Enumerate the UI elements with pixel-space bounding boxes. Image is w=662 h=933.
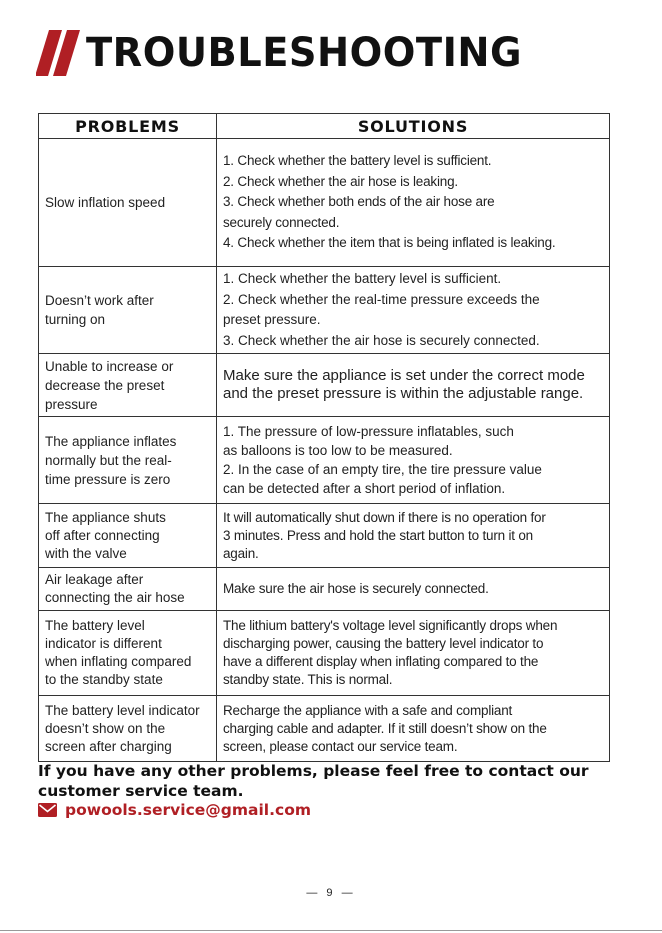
problem-cell: [39, 504, 217, 568]
table-row: [39, 417, 610, 504]
solution-text: Make sure the appliance is set under the correct mode: [223, 367, 585, 384]
contact-note: If you have any other problems, please feel free to contact our customer service team.: [38, 762, 589, 800]
problem-text: pressure: [45, 396, 98, 412]
bottom-divider: [0, 930, 662, 931]
solution-text: It will automatically shut down if there is no operation for: [223, 509, 546, 525]
problem-text: Doesn’t work after: [45, 293, 154, 308]
problem-cell: [39, 417, 217, 504]
solution-text: 2. Check whether the real-time pressure exceeds the: [223, 291, 540, 307]
problem-text: The appliance inflates: [45, 433, 177, 449]
problem-text: to the standby state: [45, 672, 163, 687]
problem-text: screen after charging: [45, 738, 172, 754]
envelope-icon: [38, 803, 57, 817]
problem-cell: [39, 696, 217, 762]
problem-cell: [39, 611, 217, 696]
solution-text: 3. Check whether both ends of the air hose are: [223, 194, 495, 210]
problem-text: decrease the preset: [45, 377, 165, 393]
problem-text: Air leakage after: [45, 572, 144, 587]
solution-text: 2. Check whether the air hose is leaking.: [223, 173, 458, 189]
column-header-solutions: SOLUTIONS: [217, 114, 610, 139]
solution-text: 1. Check whether the battery level is sufficient.: [223, 271, 502, 286]
solution-text: Make sure the air hose is securely connected.: [223, 580, 489, 596]
column-header-problems: PROBLEMS: [39, 114, 217, 139]
double-slash-icon: [36, 30, 80, 76]
table-header-row: [39, 114, 610, 139]
solution-cell: [217, 139, 610, 267]
solution-cell: [217, 267, 610, 354]
problem-text: turning on: [45, 312, 106, 327]
problem-text: doesn’t show on the: [45, 720, 166, 736]
problem-text: The battery level indicator: [45, 702, 200, 718]
problem-text: normally but the real-: [45, 452, 172, 468]
solution-text: discharging power, causing the battery level indicator to: [223, 636, 544, 651]
page-header: [36, 30, 540, 76]
problem-text: connecting the air hose: [45, 590, 185, 605]
table-row: [39, 696, 610, 762]
email-contact: [38, 801, 311, 819]
page-number: — 9 —: [306, 887, 356, 899]
table-row: [39, 354, 610, 417]
solution-text: can be detected after a short period of inflation.: [223, 481, 506, 496]
solution-text: 3 minutes. Press and hold the start button to turn it on: [223, 527, 533, 543]
solution-text: again.: [223, 545, 259, 561]
solution-cell: [217, 611, 610, 696]
problem-cell: [39, 267, 217, 354]
solution-text: preset pressure.: [223, 312, 321, 327]
problem-text: Unable to increase or: [45, 358, 174, 374]
troubleshooting-table: [38, 113, 610, 762]
problem-text: when inflating compared: [45, 654, 192, 669]
problem-cell: [39, 354, 217, 417]
solution-cell: [217, 354, 610, 417]
problem-text: Slow inflation speed: [45, 195, 166, 210]
solution-text: screen, please contact our service team.: [223, 738, 458, 754]
problem-text: time pressure is zero: [45, 471, 171, 487]
problem-cell: [39, 139, 217, 267]
table-row: [39, 611, 610, 696]
solution-text: standby state. This is normal.: [223, 672, 393, 687]
solution-text: as balloons is too low to be measured.: [223, 443, 453, 458]
problem-text: indicator is different: [45, 636, 162, 651]
table-row: [39, 139, 610, 267]
problem-text: The battery level: [45, 618, 145, 633]
solution-cell: [217, 696, 610, 762]
solution-text: 3. Check whether the air hose is securely connected.: [223, 332, 540, 348]
table-row: [39, 568, 610, 611]
solution-text: 2. In the case of an empty tire, the tire pressure value: [223, 462, 542, 477]
solution-text: have a different display when inflating compared to the: [223, 654, 539, 669]
solution-text: 4. Check whether the item that is being inflated is leaking.: [223, 235, 556, 251]
page-title: TROUBLESHOOTING: [86, 30, 522, 76]
email-link[interactable]: powools.service@gmail.com: [65, 801, 311, 819]
problem-cell: [39, 568, 217, 611]
problem-text: with the valve: [45, 545, 127, 561]
solution-text: 1. Check whether the battery level is sufficient.: [223, 153, 492, 169]
solution-cell: [217, 504, 610, 568]
problem-text: off after connecting: [45, 527, 160, 543]
solution-cell: [217, 417, 610, 504]
solution-text: securely connected.: [223, 214, 340, 230]
solution-cell: [217, 568, 610, 611]
solution-text: Recharge the appliance with a safe and compliant: [223, 702, 513, 718]
solution-text: and the preset pressure is within the adjustable range.: [223, 385, 584, 402]
table-row: [39, 267, 610, 354]
solution-text: The lithium battery's voltage level significantly drops when: [223, 618, 558, 633]
solution-text: 1. The pressure of low-pressure inflatables, such: [223, 424, 514, 439]
solution-text: charging cable and adapter. If it still doesn’t show on the: [223, 720, 547, 736]
table-row: [39, 504, 610, 568]
problem-text: The appliance shuts: [45, 509, 166, 525]
